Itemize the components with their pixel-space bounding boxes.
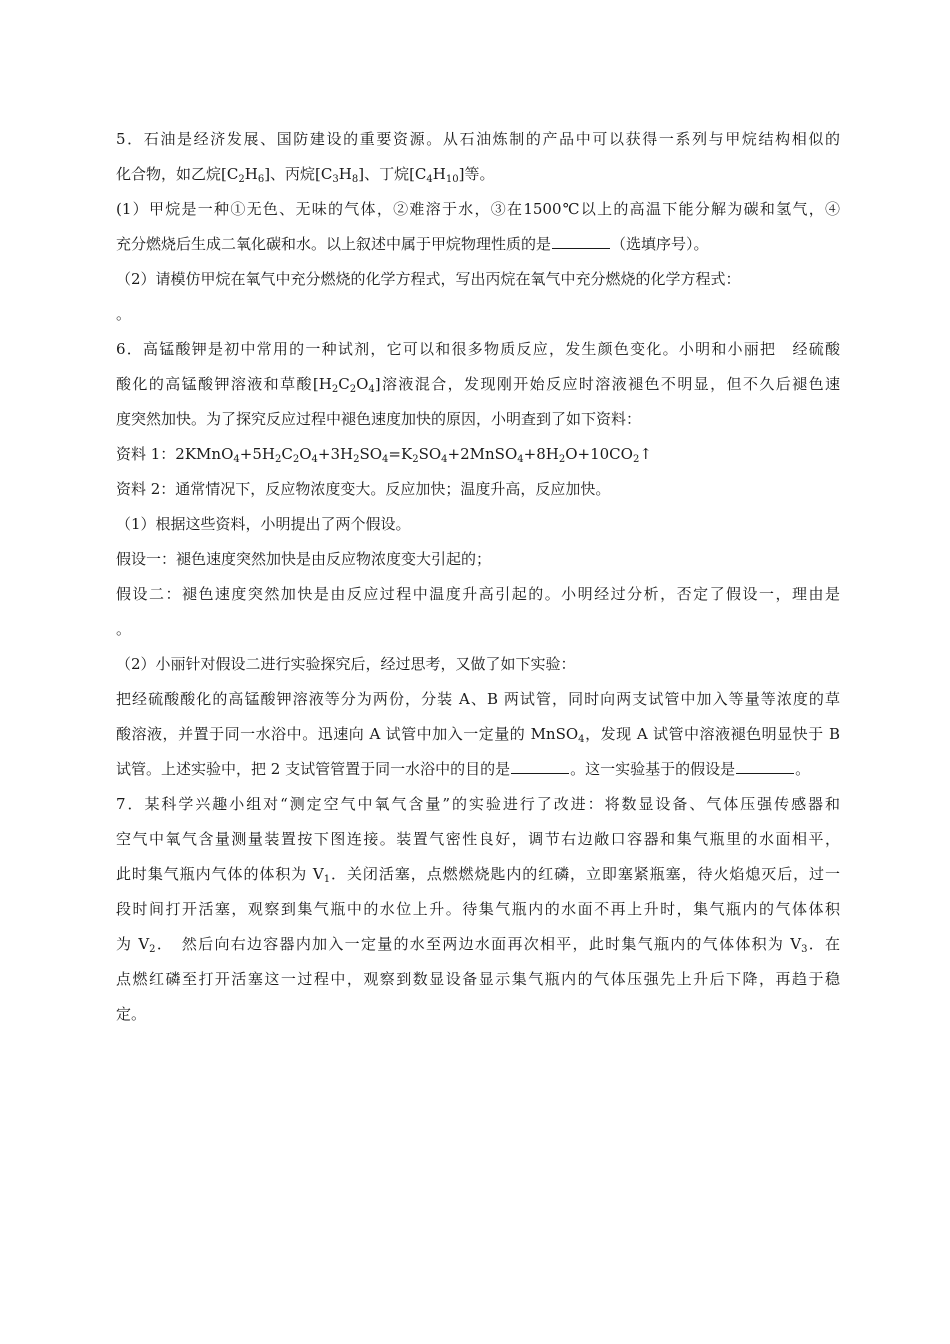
text-segment: ]溶液混合，发现刚开始反应时溶液褪色不明显，但不久后褪色速 — [374, 375, 841, 393]
q5-line-4 — [116, 227, 840, 262]
document-page — [116, 122, 840, 1032]
text-segment: ↑ — [639, 445, 652, 463]
q7-line-7: 定。 — [116, 1005, 147, 1023]
subscript: 2 — [274, 454, 282, 465]
subscript: 2 — [349, 384, 357, 395]
text-segment: （选填序号）。 — [611, 235, 709, 253]
answer-blank[interactable] — [552, 230, 610, 249]
q6-line-3: 度突然加快。为了探究反应过程中褪色速度加快的原因，小明查到了如下资料： — [116, 410, 642, 428]
answer-blank[interactable] — [511, 755, 569, 774]
q6-line-1: 6．高锰酸钾是初中常用的一种试剂，它可以和很多物质反应，发生颜色变化。小明和小丽把 经硫酸 — [116, 340, 840, 358]
subscript: 4 — [382, 454, 389, 465]
text-segment: SO — [418, 445, 442, 463]
text-segment: +2MnSO — [447, 445, 518, 463]
q7-line-2: 空气中氧气含量测量装置按下图连接。装置气密性良好，调节右边敞口容器和集气瓶里的水面相平， — [116, 830, 840, 848]
text-segment: O — [356, 375, 369, 393]
text-segment: +5H — [239, 445, 275, 463]
subscript: 2 — [353, 454, 360, 465]
subscript: 2 — [558, 454, 566, 465]
text-segment: O — [299, 445, 312, 463]
text-segment: H — [244, 165, 258, 183]
subscript: 1 — [323, 874, 331, 885]
subscript: 4 — [368, 384, 375, 395]
q6-line-5: 资料 2：通常情况下，反应物浓度变大。反应加快；温度升高，反应加快。 — [116, 480, 611, 498]
q6-line-2 — [116, 367, 840, 402]
subscript: 2 — [149, 944, 156, 955]
subscript: 10 — [445, 174, 459, 185]
text-segment: ，发现 A 试管中溶液褪色明显快于 B — [584, 725, 840, 743]
q7-line-5 — [116, 927, 840, 962]
subscript: 4 — [441, 454, 448, 465]
text-segment: 酸化的高锰酸钾溶液和草酸[H — [116, 375, 332, 393]
subscript: 4 — [517, 454, 524, 465]
text-segment: 资料 1：2KMnO — [116, 445, 234, 463]
q6-line-11: 把经硫酸酸化的高锰酸钾溶液等分为两份，分装 A、B 两试管，同时向两支试管中加入等量等浓度的草 — [116, 690, 840, 708]
subscript: 2 — [331, 384, 339, 395]
text-segment: ． 然后向右边容器内加入一定量的水至两边水面再次相平，此时集气瓶内的气体体积为 V — [155, 935, 802, 953]
subscript: 3 — [801, 944, 808, 955]
subscript: 3 — [332, 174, 339, 185]
q5-line-1: 5．石油是经济发展、国防建设的重要资源。从石油炼制的产品中可以获得一系列与甲烷结构相似的 — [116, 130, 840, 148]
text-segment: 化合物，如乙烷[C — [116, 165, 239, 183]
text-segment: C — [281, 445, 293, 463]
q6-line-4-equation — [116, 437, 840, 472]
subscript: 2 — [292, 454, 300, 465]
text-segment: 试管。上述实验中，把 2 支试管管置于同一水浴中的目的是 — [116, 760, 511, 778]
text-segment: 充分燃烧后生成二氧化碳和水。以上叙述中属于甲烷物理性质的是 — [116, 235, 552, 253]
subscript: 4 — [311, 454, 318, 465]
subscript: 8 — [351, 174, 359, 185]
text-segment: H — [338, 165, 352, 183]
text-segment: 。这一实验基于的假设是 — [570, 760, 736, 778]
q6-line-7: 假设一：褪色速度突然加快是由反应物浓度变大引起的； — [116, 550, 492, 568]
subscript: 6 — [257, 174, 265, 185]
text-segment: O+10CO — [565, 445, 633, 463]
text-segment: +3H — [317, 445, 354, 463]
text-segment: 此时集气瓶内气体的体积为 V — [116, 865, 324, 883]
text-segment: ]等。 — [458, 165, 495, 183]
text-segment: H — [432, 165, 446, 183]
text-segment: 为 V — [116, 935, 150, 953]
subscript: 4 — [233, 454, 240, 465]
q5-line-5: （2）请模仿甲烷在氧气中充分燃烧的化学方程式，写出丙烷在氧气中充分燃烧的化学方程式： — [116, 270, 741, 288]
answer-blank[interactable] — [736, 755, 794, 774]
q6-line-13 — [116, 752, 840, 787]
q6-line-8: 假设二：褪色速度突然加快是由反应过程中温度升高引起的。小明经过分析，否定了假设一，理由是 — [116, 585, 840, 603]
subscript: 2 — [632, 454, 640, 465]
q6-line-9: 。 — [116, 620, 132, 638]
text-segment: =K — [388, 445, 413, 463]
text-segment: C — [338, 375, 350, 393]
subscript: 2 — [238, 174, 245, 185]
text-segment: ]、丙烷[C — [264, 165, 333, 183]
subscript: 4 — [426, 174, 433, 185]
text-segment: ．在 — [807, 935, 840, 953]
q6-line-12 — [116, 717, 840, 752]
q5-line-2 — [116, 157, 840, 192]
text-segment: ．关闭活塞，点燃燃烧匙内的红磷，立即塞紧瓶塞，待火焰熄灭后，过一 — [330, 865, 840, 883]
q7-line-1: 7．某科学兴趣小组对“测定空气中氧气含量”的实验进行了改进：将数显设备、气体压强传感器和 — [116, 795, 840, 813]
text-segment: 酸溶液，并置于同一水浴中。迅速向 A 试管中加入一定量的 MnSO — [116, 725, 579, 743]
q7-line-6: 点燃红磷至打开活塞这一过程中，观察到数显设备显示集气瓶内的气体压强先上升后下降，再趋于稳 — [116, 970, 840, 988]
q6-line-10: （2）小丽针对假设二进行实验探究后，经过思考，又做了如下实验： — [116, 655, 576, 673]
q5-line-3: (1）甲烷是一种①无色、无味的气体，②难溶于水，③在1500℃以上的高温下能分解为碳和氢气，④ — [116, 200, 840, 218]
subscript: 2 — [412, 454, 419, 465]
q5-line-6: 。 — [116, 305, 132, 323]
text-segment: ]、丁烷[C — [358, 165, 427, 183]
text-segment: 。 — [795, 760, 811, 778]
text-segment: +8H — [523, 445, 559, 463]
q6-line-6: （1）根据这些资料，小明提出了两个假设。 — [116, 515, 411, 533]
subscript: 4 — [578, 734, 585, 745]
text-segment: SO — [359, 445, 383, 463]
q7-line-3 — [116, 857, 840, 892]
q7-line-4: 段时间打开活塞，观察到集气瓶中的水位上升。待集气瓶内的水面不再上升时，集气瓶内的气体体积 — [116, 900, 840, 918]
